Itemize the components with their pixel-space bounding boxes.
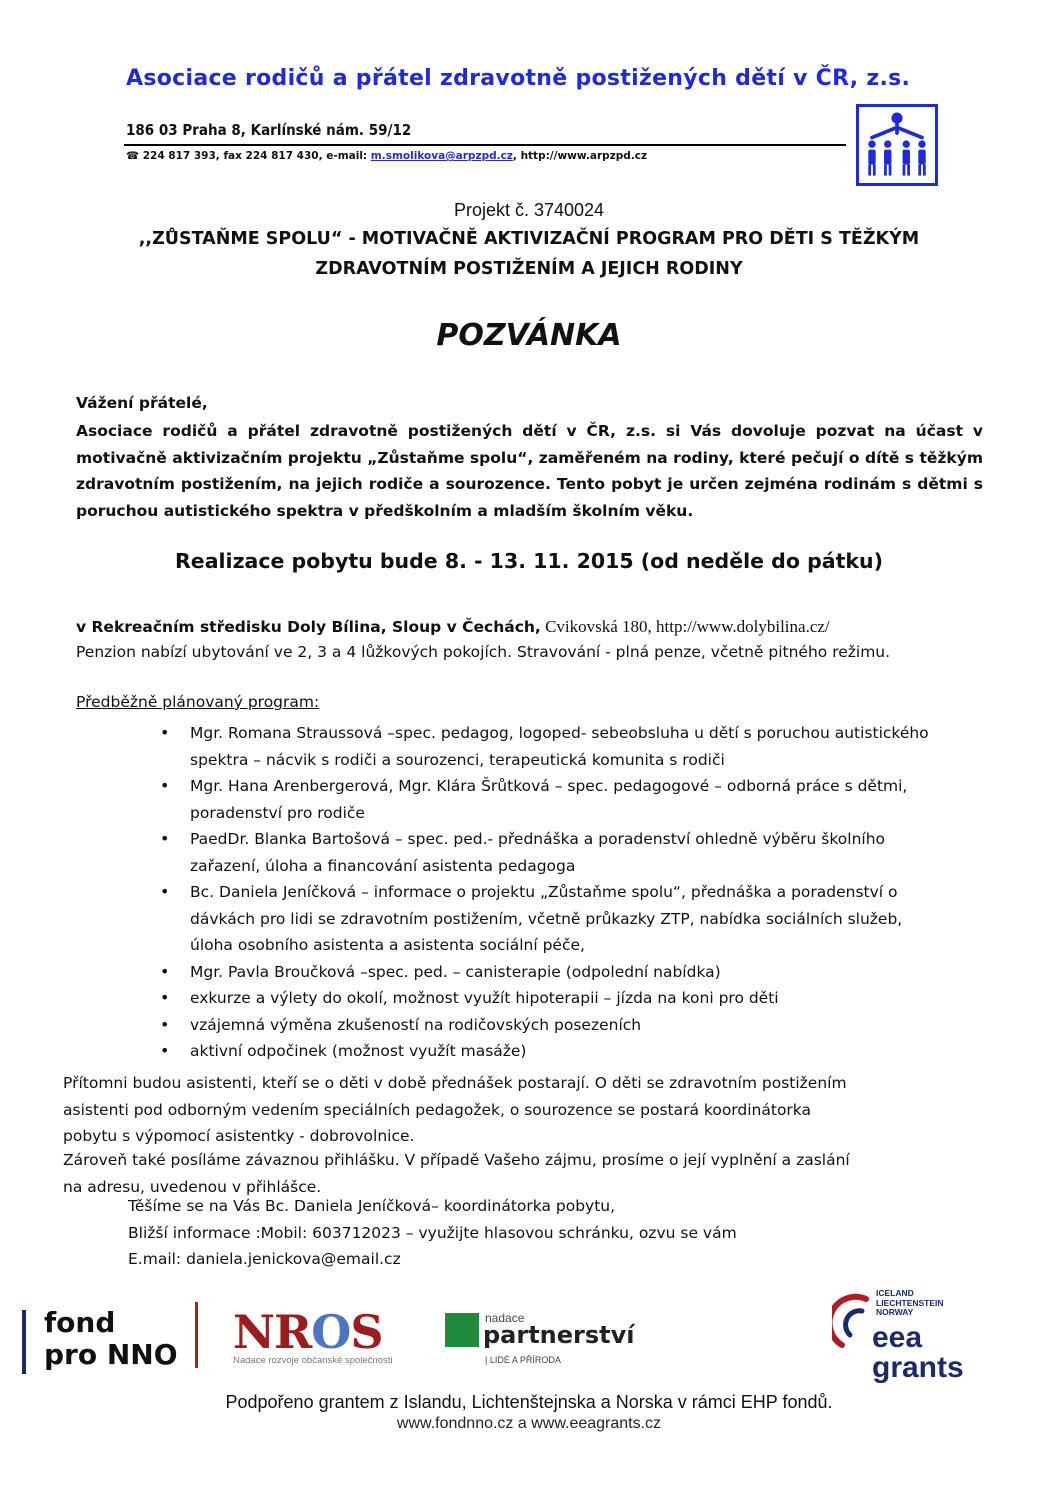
nros-logo [233, 1305, 393, 1366]
page-title: POZVÁNKA [436, 318, 622, 353]
list-item-text: Mgr. Romana Straussová –spec. pedagog, logoped- sebeobsluha u dětí s poruchou autistického spektra – nácvik s rodiči a sourozenci, terapeutická komunita s rodiči [190, 724, 929, 769]
eea-country: NORWAY [876, 1307, 914, 1317]
eea-word: eea [872, 1321, 923, 1354]
program-list [0, 720, 1058, 1065]
project-number: Projekt č. 3740024 [453, 200, 605, 220]
nros-letter-o: O [311, 1305, 351, 1359]
bullet-icon: • [160, 776, 170, 795]
list-item [160, 773, 950, 826]
list-item-text: Mgr. Pavla Broučková –spec. ped. – canisterapie (odpolední nabídka) [190, 962, 721, 981]
venue-accommodation: Penzion nabízí ubytování ve 2, 3 a 4 lůžkových pokojích. Stravování - plná penze, včetně pitného režimu. [76, 643, 891, 661]
nros-letter-s: S [350, 1305, 383, 1359]
header-rule [124, 144, 846, 146]
contact-phone-fax: ☎ 224 817 393, fax 224 817 430, e-mail: [126, 150, 368, 162]
project-title-line1: ,,ZŮSTAŇME SPOLU“ - MOTIVAČNĚ AKTIVIZAČNÍ PROGRAM PRO DĚTI S TĚŽKÝM [138, 229, 920, 249]
venue-detail: Cvikovská 180, http://www.dolybilina.cz/ [540, 617, 830, 636]
bullet-icon: • [160, 988, 170, 1007]
eea-country: LIECHTENSTEIN [876, 1297, 944, 1308]
signature-line: Těšíme se na Vás Bc. Daniela Jeníčková– koordinátorka pobytu, [128, 1197, 616, 1215]
bullet-icon: • [160, 723, 170, 742]
venue [76, 617, 830, 637]
footer-grant-note: Podpořeno grantem z Islandu, Lichtenštejnska a Norska v rámci EHP fondů. [225, 1392, 833, 1412]
list-item [160, 959, 950, 986]
fond-pro-nno-logo [44, 1307, 178, 1371]
assistants-line: pobytu s výpomocí asistentky - dobrovolnice. [63, 1127, 415, 1145]
list-item [160, 720, 950, 773]
eea-countries [876, 1289, 944, 1318]
list-item-text: exkurze a výlety do okolí, možnost využít hipoterapii – jízda na koni pro děti [190, 989, 779, 1007]
greeting: Vážení přátelé, [76, 394, 208, 412]
eea-swirl-icon [832, 1293, 872, 1353]
project-title-line2: ZDRAVOTNÍM POSTIŽENÍM A JEJICH RODINY [315, 259, 743, 279]
contact-web[interactable]: , http://www.arpzpd.cz [512, 150, 648, 162]
nros-logo-text [233, 1305, 392, 1359]
contact-email: E.mail: daniela.jenickova@email.cz [128, 1250, 401, 1268]
application-line: na adresu, uvedenou v přihlášce. [63, 1177, 322, 1196]
list-item [160, 1038, 950, 1065]
nadace-logo-tagline: | LIDÉ A PŘÍRODA [485, 1355, 561, 1365]
organization-address: 186 03 Praha 8, Karlínské nám. 59/12 [126, 121, 412, 139]
signature-block [128, 1193, 737, 1273]
contact-line: Bližší informace :Mobil: 603712023 – využijte hlasovou schránku, ozvu se vám [128, 1223, 737, 1242]
nros-logo-caption: Nadace rozvoje občanské společnosti [233, 1355, 393, 1366]
program-heading: Předběžně plánovaný program: [76, 693, 320, 711]
fond-logo-bar [22, 1310, 26, 1374]
organization-name: Asociace rodičů a přátel zdravotně postižených dětí v ČR, z.s. [126, 66, 911, 91]
eea-country: ICELAND [876, 1288, 914, 1298]
organization-logo [856, 104, 938, 186]
assistants-paragraph [63, 1070, 847, 1150]
nros-letters: NR [233, 1305, 312, 1359]
bullet-icon: • [160, 829, 170, 848]
intro-paragraph: Asociace rodičů a přátel zdravotně postižených dětí v ČR, z.s. si Vás dovoluje pozvat na účast v motivačně aktivizačním projektu „Zůstaňme spolu“, zaměřeném na rodiny, které pečují o dítě s těžkým zdravotním postižením, na jejich rodiče a sourozence. Tento pobyt je určen zejména rodinám s dětmi s poruchou autistického spektra v předškolním a mladším školním věku. [76, 422, 983, 520]
list-item [160, 879, 950, 959]
eea-grants-logo [832, 1289, 992, 1389]
stay-dates: Realizace pobytu bude 8. - 13. 11. 2015 (od neděle do pátku) [175, 549, 883, 573]
list-item [160, 1012, 950, 1039]
venue-name: v Rekreačním středisku Doly Bílina, Sloup v Čechách, [76, 618, 541, 636]
nadace-logo-small: nadace [485, 1311, 525, 1325]
bullet-icon: • [160, 1014, 170, 1034]
grants-word: grants [872, 1351, 964, 1384]
list-item [160, 985, 950, 1012]
fond-logo-line1: fond [44, 1306, 116, 1339]
bullet-icon: • [160, 1041, 170, 1060]
logo-divider [195, 1302, 198, 1368]
bullet-icon: • [160, 961, 170, 981]
fond-logo-line2: pro NNO [44, 1338, 178, 1371]
list-item-text: aktivní odpočinek (možnost využít masáže) [190, 1042, 527, 1060]
list-item-text: PaedDr. Blanka Bartošová – spec. ped.- přednáška a poradenství ohledně výběru školního zařazení, úloha a financování asistenta pedagoga [190, 830, 886, 875]
list-item-text: Bc. Daniela Jeníčková – informace o projektu „Zůstaňme spolu“, přednáška a poradenství o dávkách pro lidi se zdravotním postižením, včetně průkazky ZTP, nabídka sociálních služeb, úloha osobního asistenta a asistenta sociální péče, [190, 883, 903, 954]
logo-figure-head [891, 113, 902, 124]
list-item-text: vzájemná výměna zkušeností na rodičovských posezeních [190, 1015, 642, 1034]
contact-email-link[interactable]: m.smolikova@arpzpd.cz [370, 150, 513, 162]
assistants-line: Přítomni budou asistenti, kteří se o děti v době přednášek postarají. O děti se zdravotním postižením [63, 1074, 847, 1092]
organization-contact [126, 150, 647, 162]
list-item [160, 826, 950, 879]
bullet-icon: • [160, 882, 170, 901]
application-line: Zároveň také posíláme závaznou přihlášku. V případě Vašeho zájmu, prosíme o její vyplnění a zaslání [63, 1151, 850, 1169]
assistants-line: asistenti pod odborným vedením speciálních pedagožek, o sourozence se postará koordinátorka [63, 1100, 812, 1119]
nadace-logo-name: partnerství [483, 1321, 635, 1349]
list-item-text: Mgr. Hana Arenbergerová, Mgr. Klára Šrůtková – spec. pedagogové – odborná práce s dětmi, poradenství pro rodiče [190, 777, 908, 822]
nadace-logo-square-icon [445, 1313, 479, 1347]
footer-links[interactable]: www.fondnno.cz a www.eeagrants.cz [396, 1415, 662, 1432]
